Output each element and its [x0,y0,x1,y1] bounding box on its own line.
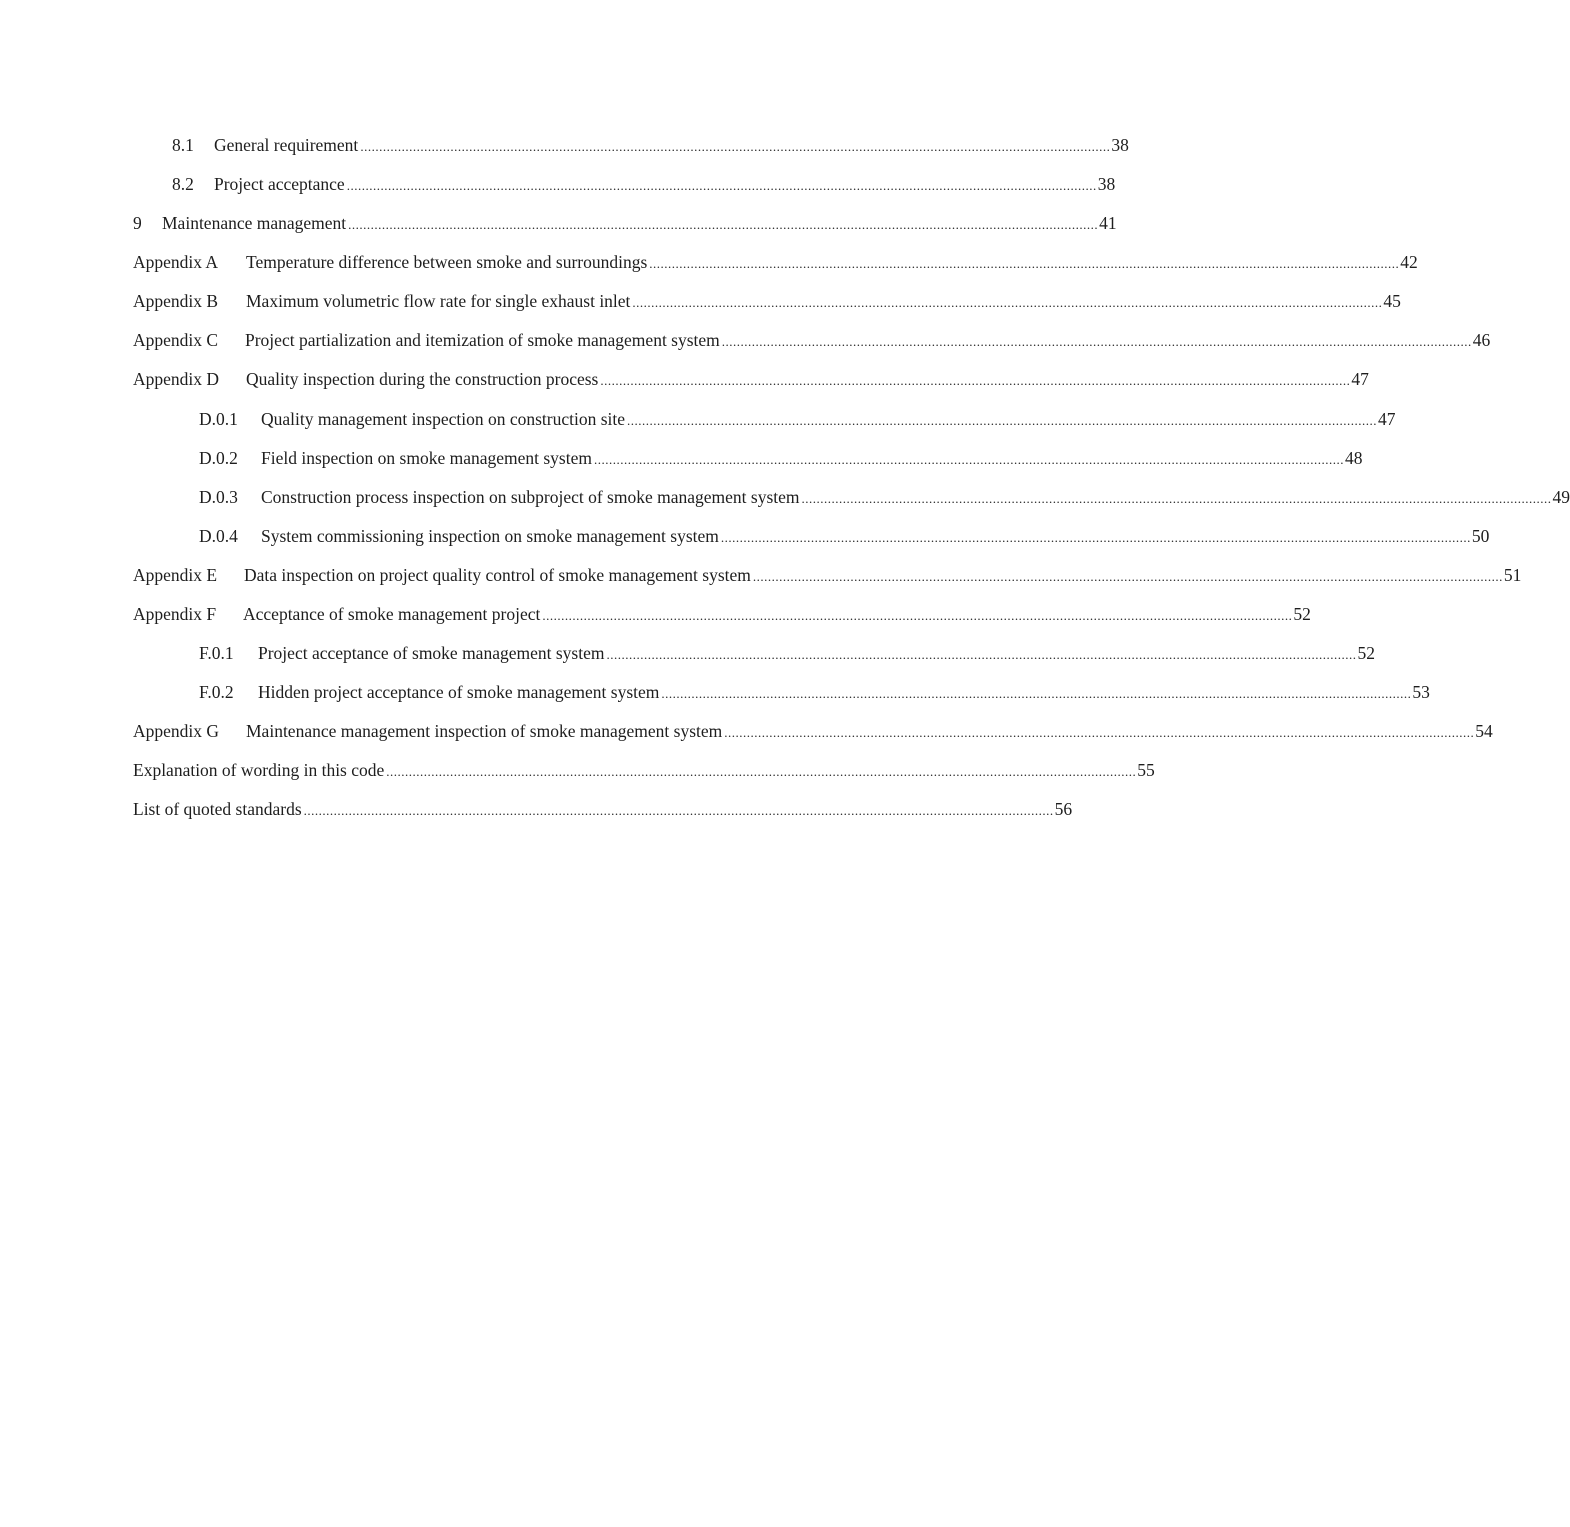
toc-entry-page: 41 [1099,213,1117,233]
toc-entry-title: System commissioning inspection on smoke management system [261,526,719,546]
toc-entry[interactable] [199,524,1490,548]
toc-entry-number: 8.2 [172,174,194,194]
toc-entry-title: Project acceptance of smoke management system [258,643,605,663]
toc-entry-number: 9 [133,213,142,233]
toc-entry-title: Explanation of wording in this code [133,760,385,780]
toc-entry[interactable] [199,641,1375,665]
dot-leader: ........................................................................................................................................................................................................ [594,452,1344,467]
dot-leader: ........................................................................................................................................................................................................ [720,530,1471,545]
toc-entry[interactable] [133,367,1369,391]
toc-entry[interactable] [133,602,1311,626]
toc-entry[interactable] [199,407,1396,431]
toc-entry-page: 47 [1378,409,1396,429]
toc-entry-page: 54 [1475,721,1493,741]
toc-entry-title: General requirement [214,135,359,155]
toc-entry-page: 52 [1293,604,1311,624]
toc-entry-page: 51 [1503,565,1522,585]
toc-entry[interactable] [133,719,1493,743]
toc-entry-title: Quality inspection during the construction process [246,369,599,389]
toc-entry[interactable] [199,680,1430,704]
toc-entry-page: 55 [1137,760,1155,780]
toc-entry-title: Maintenance management inspection of smoke management system [246,721,723,741]
toc-entry-page: 42 [1400,252,1418,272]
toc-entry-title: Hidden project acceptance of smoke management system [258,682,660,702]
toc-entry-number: D.0.4 [199,526,238,546]
dot-leader: ........................................................................................................................................................................................................ [303,803,1054,818]
toc-entry-page: 47 [1351,369,1369,389]
toc-entry-title: Construction process inspection on subproject of smoke management system [261,487,800,507]
toc-entry-title: Maximum volumetric flow rate for single exhaust inlet [246,291,631,311]
toc-entry[interactable] [172,172,1116,196]
dot-leader: ........................................................................................................................................................................................................ [542,608,1293,623]
dot-leader: ........................................................................................................................................................................................................ [721,334,1472,349]
toc-entry-number: Appendix A [133,252,219,272]
toc-entry-title: Data inspection on project quality control of smoke management system [244,565,751,585]
toc-entry-title: Acceptance of smoke management project [243,604,541,624]
dot-leader: ........................................................................................................................................................................................................ [346,178,1097,193]
toc-entry-page: 46 [1472,330,1491,350]
toc-entry[interactable] [133,563,1522,587]
toc-entry-title: Field inspection on smoke management system [261,448,592,468]
toc-entry-title: Quality management inspection on construction site [261,409,626,429]
dot-leader: ........................................................................................................................................................................................................ [752,569,1503,584]
dot-leader: ........................................................................................................................................................................................................ [386,764,1137,779]
toc-entry[interactable] [199,446,1363,470]
toc-entry-page: 56 [1054,799,1073,819]
dot-leader: ........................................................................................................................................................................................................ [661,686,1412,701]
toc-entry-page: 52 [1357,643,1375,663]
toc-entry-title: Maintenance management [162,213,347,233]
toc-entry-number: Appendix D [133,369,220,389]
dot-leader: ........................................................................................................................................................................................................ [627,413,1378,428]
toc-entry-page: 53 [1412,682,1430,702]
toc-entry-number: F.0.2 [199,682,234,702]
toc-entry-number: D.0.3 [199,487,238,507]
toc-entry[interactable] [133,328,1491,352]
toc-entry-title: Project acceptance [214,174,345,194]
dot-leader: ........................................................................................................................................................................................................ [724,725,1475,740]
dot-leader: ........................................................................................................................................................................................................ [360,139,1111,154]
dot-leader: ........................................................................................................................................................................................................ [632,295,1383,310]
toc-entry-page: 50 [1471,526,1490,546]
toc-entry-number: Appendix G [133,721,220,741]
dot-leader: ........................................................................................................................................................................................................ [649,256,1400,271]
toc-entry[interactable] [133,250,1418,274]
toc-entry-number: D.0.2 [199,448,238,468]
dot-leader: ........................................................................................................................................................................................................ [801,491,1552,506]
toc-entry[interactable] [133,758,1155,782]
toc-entry-page: 49 [1552,487,1570,507]
toc-entry[interactable] [133,211,1117,235]
toc-entry-page: 45 [1383,291,1401,311]
toc-entry[interactable] [199,485,1570,509]
dot-leader: ........................................................................................................................................................................................................ [600,373,1351,388]
toc-entry-title: Temperature difference between smoke and surroundings [246,252,648,272]
toc-entry-page: 38 [1097,174,1116,194]
toc-entry-number: 8.1 [172,135,194,155]
toc-entry[interactable] [172,133,1129,157]
toc-entry-number: F.0.1 [199,643,234,663]
toc-entry-number: D.0.1 [199,409,238,429]
dot-leader: ........................................................................................................................................................................................................ [348,217,1099,232]
toc-entry-title: Project partialization and itemization of smoke management system [245,330,720,350]
toc-entry-number: Appendix B [133,291,219,311]
dot-leader: ........................................................................................................................................................................................................ [606,647,1357,662]
toc-entry[interactable] [133,289,1401,313]
toc-entry-number: Appendix C [133,330,219,350]
toc-entry[interactable] [133,797,1073,821]
toc-entry-title: List of quoted standards [133,799,302,819]
toc-entry-number: Appendix F [133,604,217,624]
toc-entry-page: 38 [1111,135,1129,155]
toc-entry-number: Appendix E [133,565,218,585]
toc-entry-page: 48 [1345,448,1363,468]
